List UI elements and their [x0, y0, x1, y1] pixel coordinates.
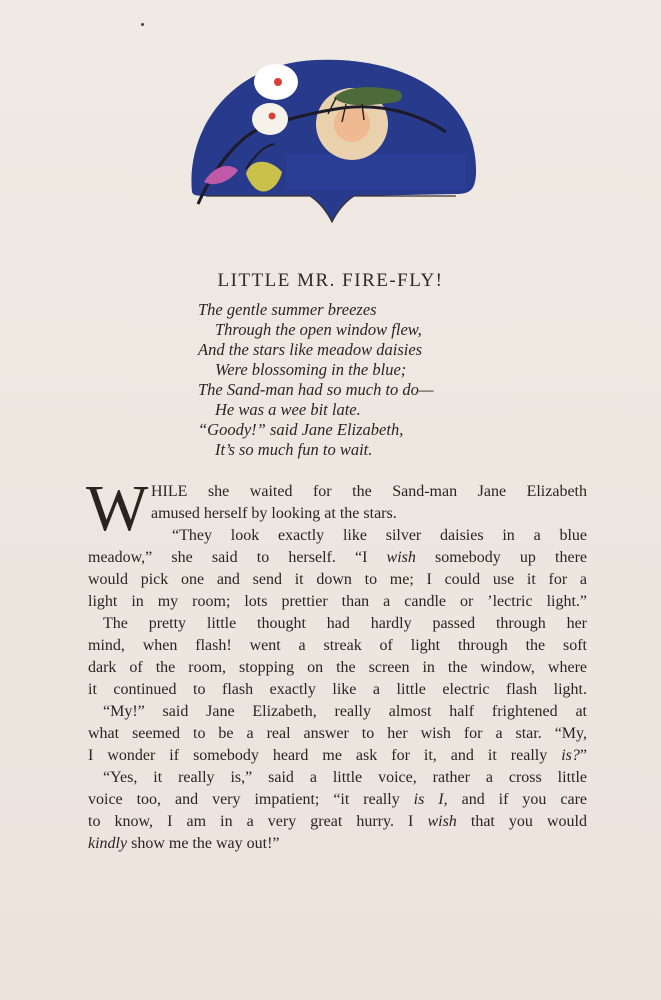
prose-line: to know, I am in a very great hurry. I wish that you would	[88, 813, 588, 830]
prose-line: kindly show me the way out!”	[88, 835, 280, 852]
poem-line: Through the open window flew,	[215, 320, 422, 339]
prose-line: would pick one and send it down to me; I could use it for a	[88, 571, 587, 588]
poem-line: And the stars like meadow daisies	[198, 340, 423, 359]
prose-line: I wonder if somebody heard me ask for it, and it really is?”	[88, 747, 587, 764]
prose-line: mind, when flash! went a streak of light through the soft	[88, 637, 587, 654]
prose-line: The pretty little thought had hardly passed through her	[103, 615, 587, 632]
poem-line: He was a wee bit late.	[215, 400, 361, 419]
poem-line: The gentle summer breezes	[198, 300, 377, 319]
poem	[198, 300, 518, 460]
poem-line: The Sand-man had so much to do—	[198, 380, 434, 399]
firefly-illustration	[186, 54, 478, 254]
prose-line: amused herself by looking at the stars.	[151, 505, 397, 522]
page-title: LITTLE MR. FIRE-FLY!	[217, 270, 444, 291]
poem-line: It’s so much fun to wait.	[215, 440, 373, 459]
prose-line: “They look exactly like silver daisies in a blue	[172, 527, 587, 544]
prose-line: “My!” said Jane Elizabeth, really almost half frightened at	[103, 703, 587, 720]
poem-line: “Goody!” said Jane Elizabeth,	[198, 420, 404, 439]
prose-line: light in my room; lots prettier than a candle or ’lectric light.”	[88, 593, 587, 610]
prose-line: “Yes, it really is,” said a little voice, rather a cross little	[103, 769, 587, 786]
prose-line: meadow,” she said to herself. “I wish somebody up there	[88, 549, 587, 566]
poem-line: Were blossoming in the blue;	[215, 360, 407, 379]
prose-line: HILE she waited for the Sand-man Jane Elizabeth	[151, 483, 587, 500]
prose-line: dark of the room, stopping on the screen in the window, where	[88, 659, 587, 676]
speck	[141, 23, 144, 26]
prose-line: voice too, and very impatient; “it really is I, and if you care	[88, 791, 588, 808]
drop-cap: W	[86, 472, 149, 545]
prose-line: it continued to flash exactly like a little electric flash light.	[88, 681, 587, 698]
prose-line: what seemed to be a real answer to her wish for a star. “My,	[88, 725, 587, 742]
